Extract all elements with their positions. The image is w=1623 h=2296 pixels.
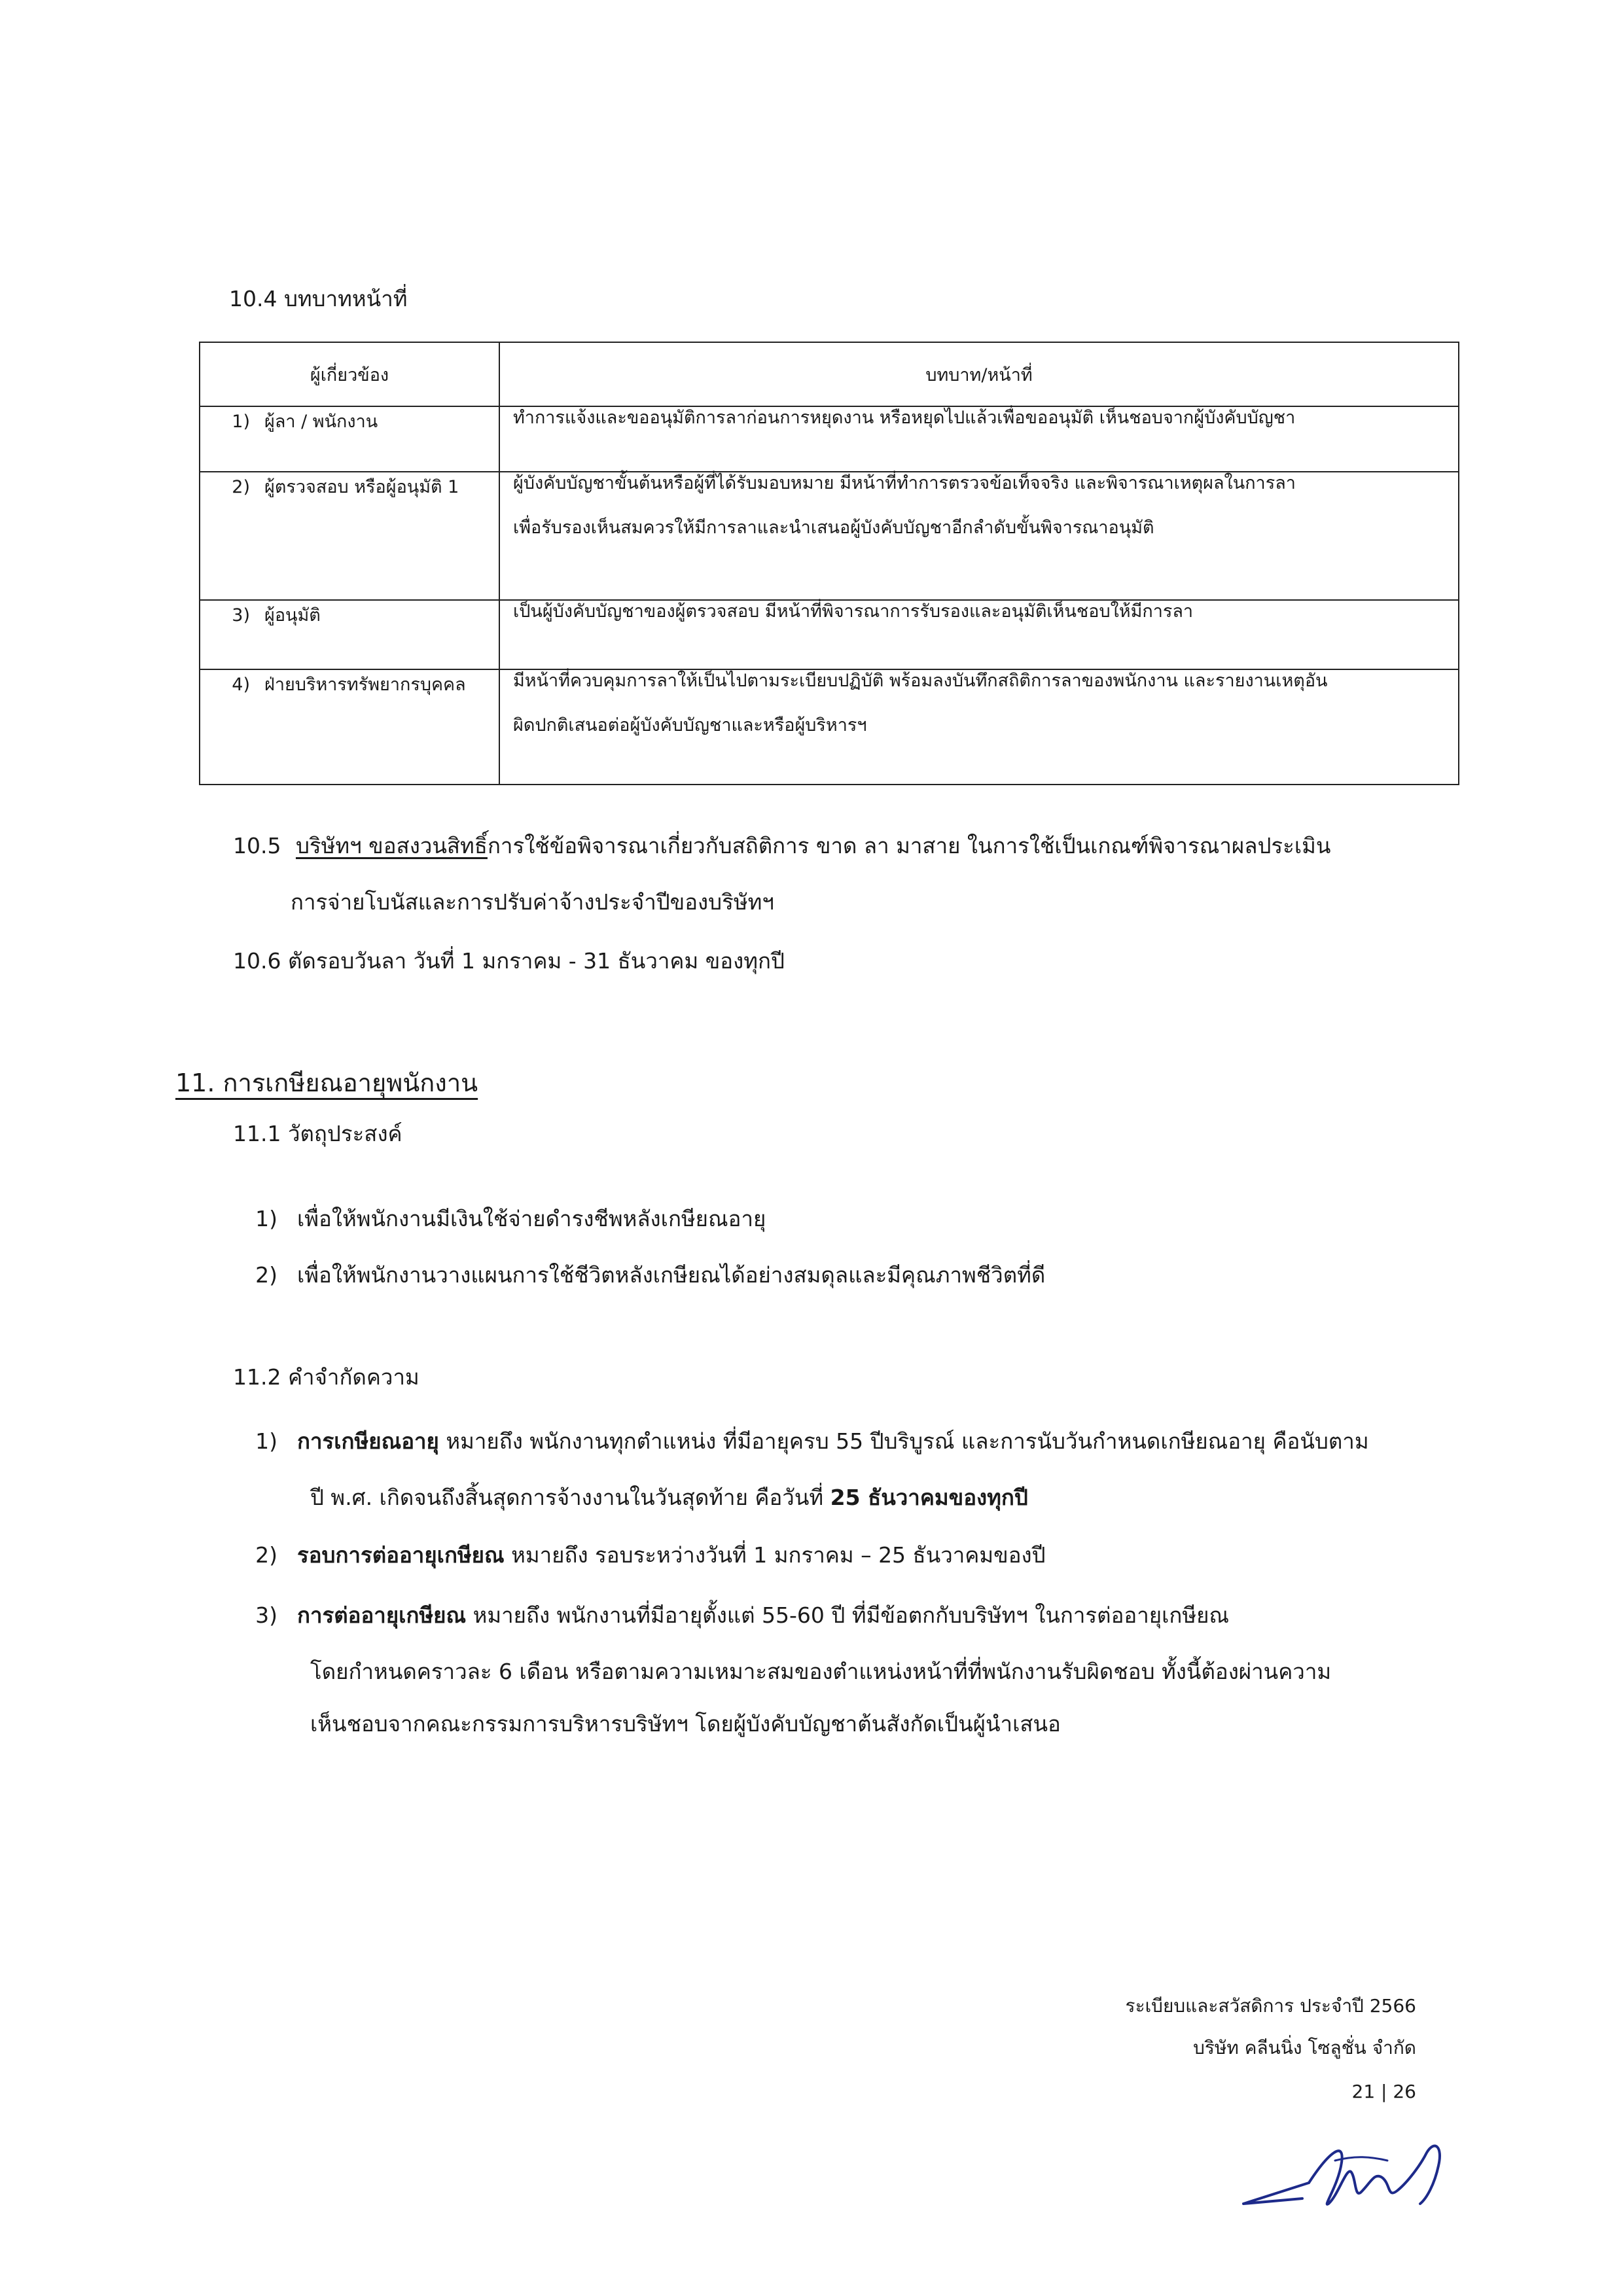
role-name: ผู้อนุมัติ bbox=[264, 605, 321, 626]
section-10-5-text: การใช้ข้อพิจารณาเกี่ยวกับสถิติการ ขาด ลา มาสาย ในการใช้เป็นเกณฑ์พิจารณาผลประเมิน bbox=[487, 833, 1331, 858]
definition-text: หมายถึง พนักงานที่มีอายุตั้งแต่ 55-60 ปี ที่มีข้อตกกับบริษัทฯ ในการต่ออายุเกษียณ bbox=[466, 1602, 1230, 1628]
role-name: ผู้ลา / พนักงาน bbox=[264, 412, 378, 432]
list-number: 1) bbox=[255, 1428, 277, 1454]
section-number: 10.5 bbox=[233, 833, 281, 858]
role-cell bbox=[200, 600, 499, 669]
duty-cell bbox=[499, 600, 1459, 669]
list-text: เพื่อให้พนักงานวางแผนการใช้ชีวิตหลังเกษียณได้อย่างสมดุลและมีคุณภาพชีวิตที่ดี bbox=[297, 1262, 1046, 1288]
definition-term: การเกษียณอายุ bbox=[297, 1428, 439, 1454]
list-item bbox=[233, 1264, 1045, 1286]
role-cell bbox=[200, 472, 499, 600]
list-number: 3) bbox=[255, 1602, 277, 1628]
table-row bbox=[200, 472, 1459, 600]
roles-table bbox=[199, 342, 1459, 785]
section-10-5-line2: การจ่ายโบนัสและการปรับค่าจ้างประจำปีของบริษัทฯ bbox=[291, 889, 774, 915]
duty-line: ผิดปกติเสนอต่อผู้บังคับบัญชาและหรือผู้บริหารฯ bbox=[513, 715, 867, 735]
section-10-4-heading: 10.4 บทบาทหน้าที่ bbox=[229, 286, 408, 311]
definition-continuation bbox=[310, 1487, 1028, 1508]
rights-reserved-phrase: บริษัทฯ ขอสงวนสิทธิ์ bbox=[295, 833, 488, 858]
definition-continuation: เห็นชอบจากคณะกรรมการบริหารบริษัทฯ โดยผู้บังคับบัญชาต้นสังกัดเป็นผู้นำเสนอ bbox=[310, 1711, 1061, 1737]
duty-line: เพื่อรับรองเห็นสมควรให้มีการลาและนำเสนอผู้บังคับบัญชาอีกลำดับขั้นพิจารณาอนุมัติ bbox=[513, 518, 1154, 538]
row-number: 4) bbox=[232, 675, 250, 695]
table-row bbox=[200, 600, 1459, 669]
section-11-heading: 11. การเกษียณอายุพนักงาน bbox=[175, 1069, 478, 1097]
definition-item bbox=[233, 1430, 1369, 1452]
duty-line: เป็นผู้บังคับบัญชาของผู้ตรวจสอบ มีหน้าที่พิจารณาการรับรองและอนุมัติเห็นชอบให้มีการลา bbox=[513, 601, 1194, 622]
role-cell bbox=[200, 669, 499, 785]
definition-text: หมายถึง รอบระหว่างวันที่ 1 มกราคม – 25 ธันวาคมของปี bbox=[504, 1542, 1046, 1568]
duty-cell bbox=[499, 406, 1459, 472]
list-item bbox=[233, 1208, 766, 1229]
duty-cell bbox=[499, 669, 1459, 785]
list-number: 1) bbox=[255, 1206, 277, 1231]
row-number: 1) bbox=[232, 412, 250, 432]
role-name: ฝ่ายบริหารทรัพยากรบุคคล bbox=[264, 675, 466, 695]
duty-line: มีหน้าที่ควบคุมการลาให้เป็นไปตามระเบียบปฏิบัติ พร้อมลงบันทึกสถิติการลาของพนักงาน และรายงานเหตุอัน bbox=[513, 671, 1328, 691]
signature bbox=[1230, 2127, 1479, 2225]
list-number: 2) bbox=[255, 1542, 277, 1568]
table-header-cell: บทบาท/หน้าที่ bbox=[499, 342, 1459, 406]
table-row bbox=[200, 669, 1459, 785]
section-10-6: 10.6 ตัดรอบวันลา วันที่ 1 มกราคม - 31 ธันวาคม ของทุกปี bbox=[233, 948, 785, 974]
definition-text: ปี พ.ศ. เกิดจนถึงสิ้นสุดการจ้างงานในวันสุดท้าย คือวันที่ bbox=[310, 1485, 830, 1510]
role-cell bbox=[200, 406, 499, 472]
footer-regulation-title: ระเบียบและสวัสดิการ ประจำปี 2566 bbox=[1125, 1995, 1416, 2017]
list-text: เพื่อให้พนักงานมีเงินใช้จ่ายดำรงชีพหลังเกษียณอายุ bbox=[297, 1206, 766, 1231]
definition-item bbox=[233, 1604, 1229, 1626]
row-number: 2) bbox=[232, 477, 250, 497]
definition-term: รอบการต่ออายุเกษียณ bbox=[297, 1542, 505, 1568]
table-header-cell: ผู้เกี่ยวข้อง bbox=[200, 342, 499, 406]
duty-line: ทำการแจ้งและขออนุมัติการลาก่อนการหยุดงาน หรือหยุดไปแล้วเพื่อขออนุมัติ เห็นชอบจากผู้บังคับบัญชา bbox=[513, 408, 1296, 428]
list-number: 2) bbox=[255, 1262, 277, 1288]
definition-continuation: โดยกำหนดคราวละ 6 เดือน หรือตามความเหมาะสมของตำแหน่งหน้าที่ที่พนักงานรับผิดชอบ ทั้งนี้ต้องผ่านความ bbox=[310, 1659, 1332, 1684]
duty-cell bbox=[499, 472, 1459, 600]
footer-company-name: บริษัท คลีนนิ่ง โซลูชั่น จำกัด bbox=[1193, 2037, 1416, 2058]
row-number: 3) bbox=[232, 605, 250, 626]
role-name: ผู้ตรวจสอบ หรือผู้อนุมัติ 1 bbox=[264, 477, 459, 497]
definition-text: หมายถึง พนักงานทุกตำแหน่ง ที่มีอายุครบ 55 ปีบริบูรณ์ และการนับวันกำหนดเกษียณอายุ คือนับตาม bbox=[438, 1428, 1369, 1454]
table-row bbox=[200, 406, 1459, 472]
definition-term: การต่ออายุเกษียณ bbox=[297, 1602, 467, 1628]
definition-item bbox=[233, 1544, 1046, 1566]
retirement-date: 25 ธันวาคมของทุกปี bbox=[830, 1485, 1028, 1510]
section-10-5-line1 bbox=[233, 835, 1330, 857]
page-number: 21 | 26 bbox=[1351, 2081, 1416, 2102]
table-header-row bbox=[200, 342, 1459, 406]
section-11-2-heading: 11.2 คำจำกัดความ bbox=[233, 1364, 419, 1390]
section-11-1-heading: 11.1 วัตถุประสงค์ bbox=[233, 1121, 402, 1146]
duty-line: ผู้บังคับบัญชาขั้นต้นหรือผู้ที่ได้รับมอบหมาย มีหน้าที่ทำการตรวจข้อเท็จจริง และพิจารณาเหตุผลในการลา bbox=[513, 473, 1296, 493]
